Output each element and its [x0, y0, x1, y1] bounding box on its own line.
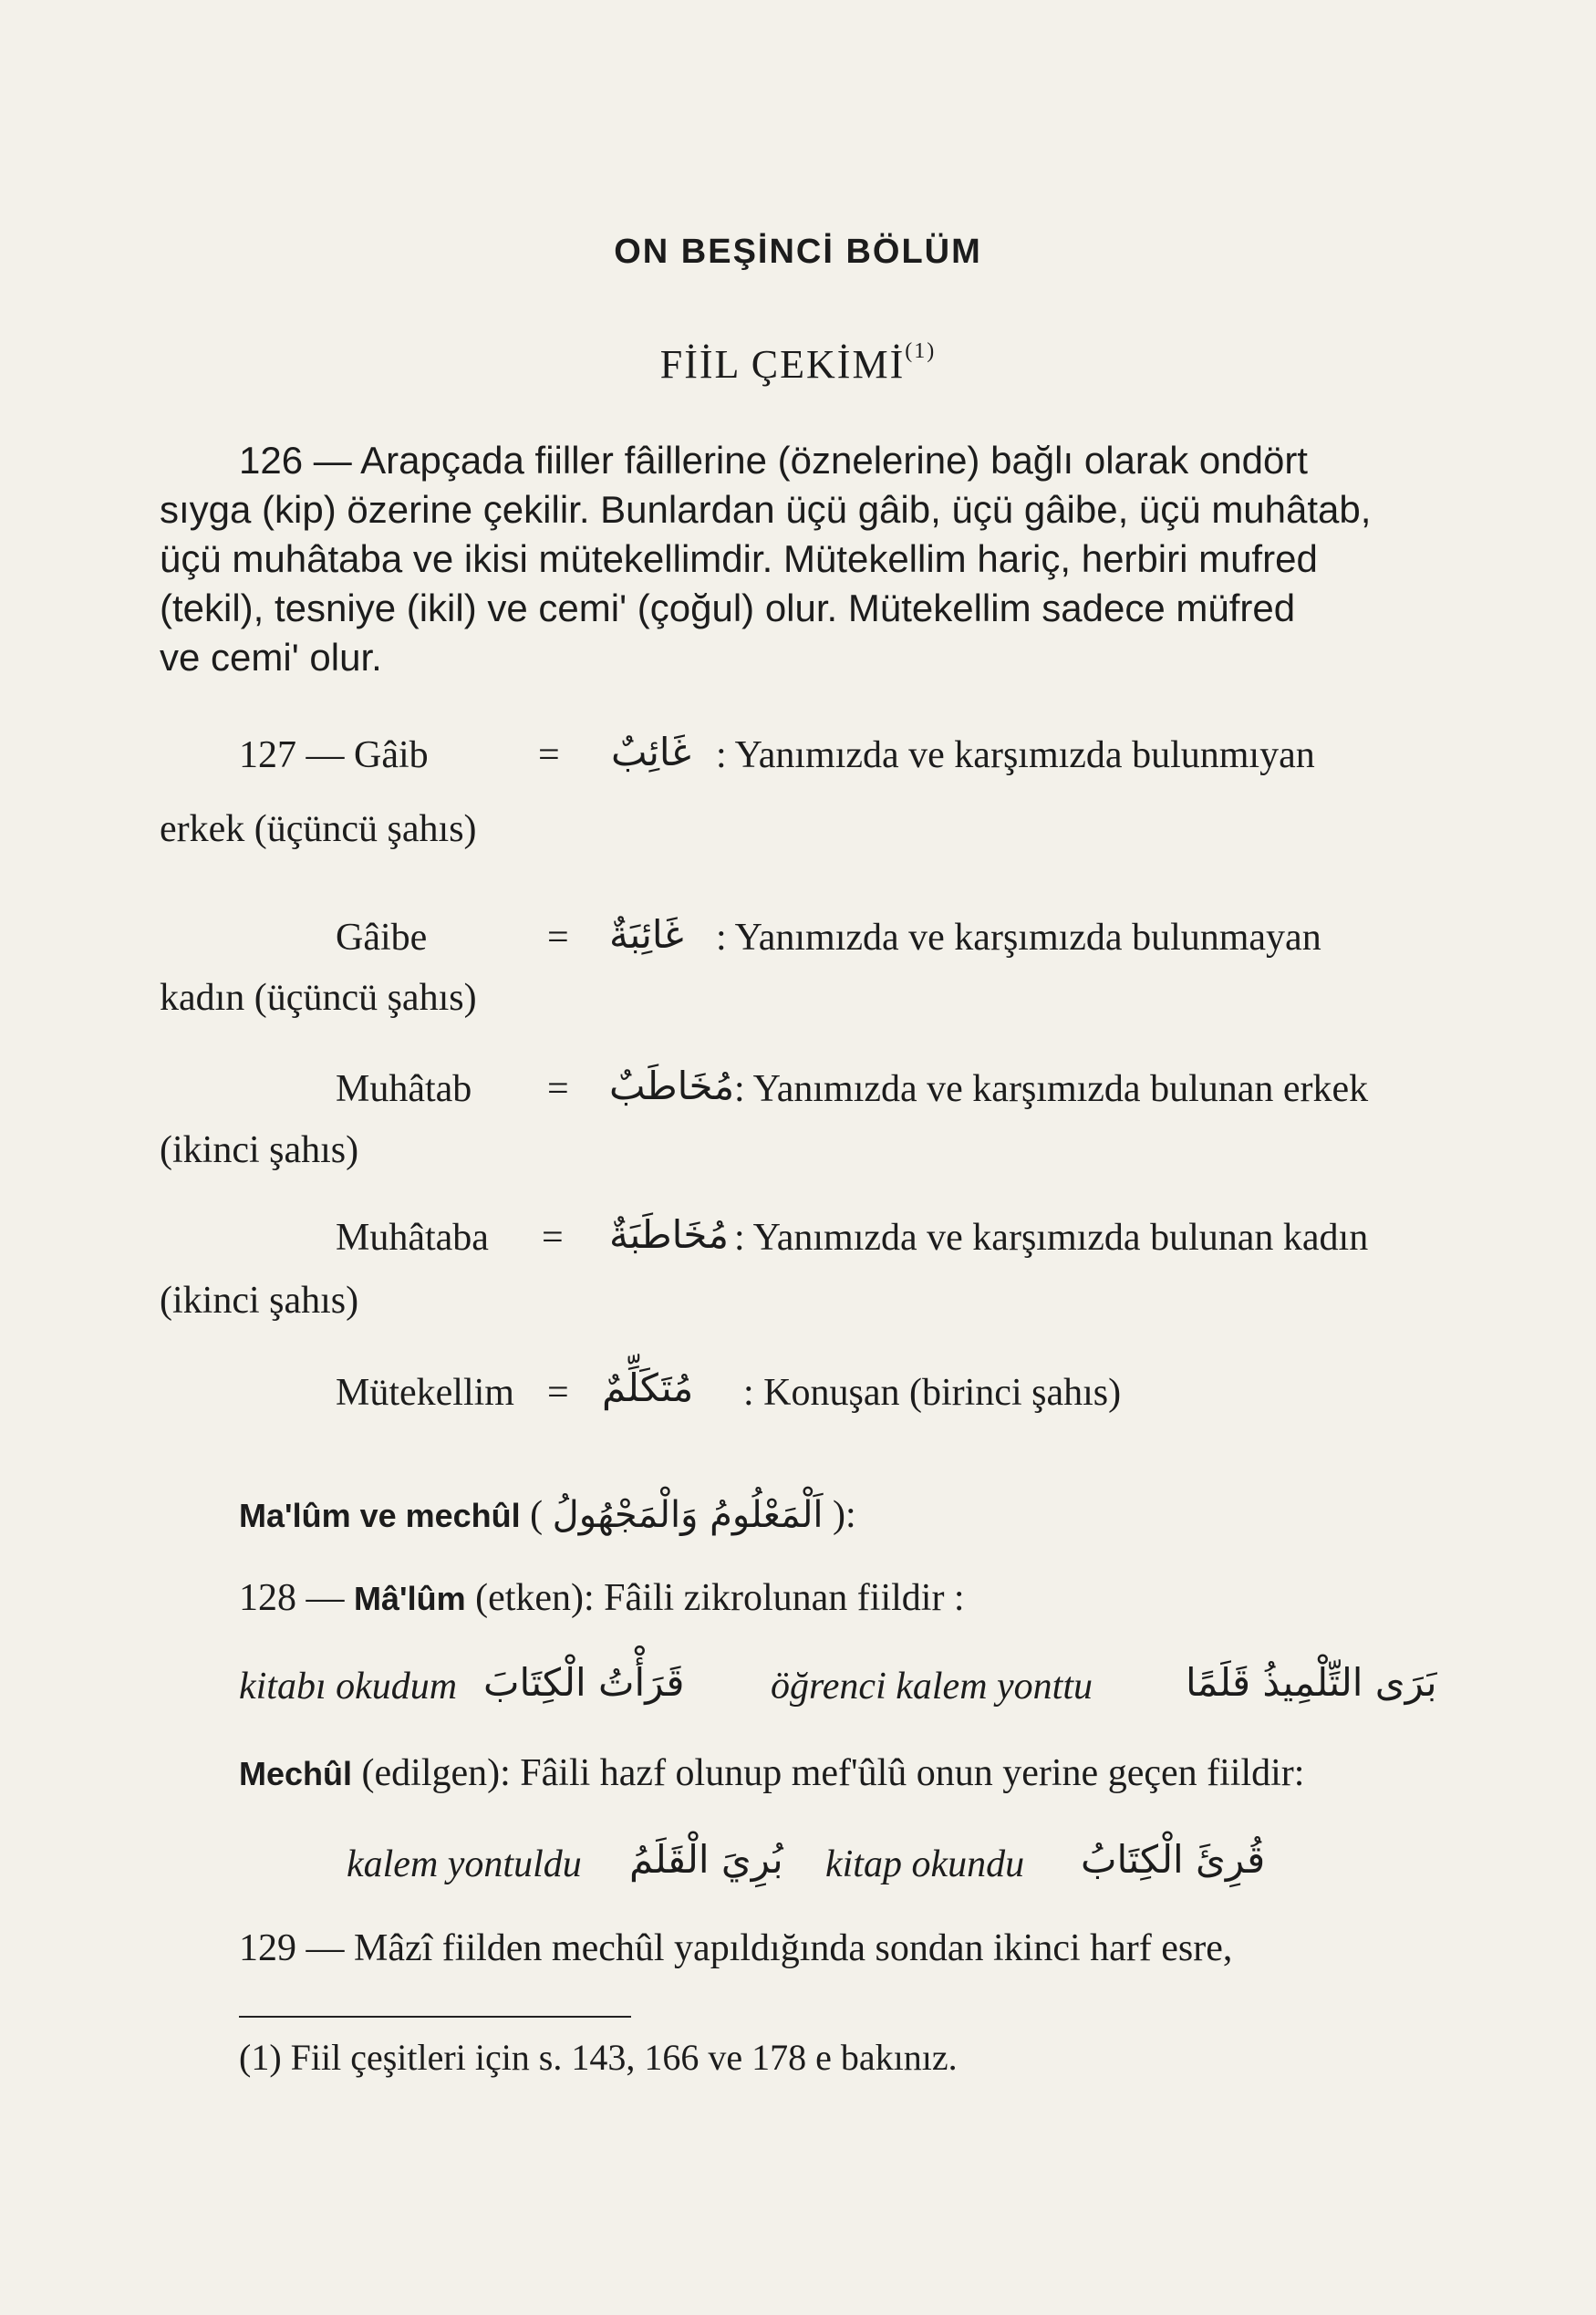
person-gaib — [239, 733, 429, 777]
footnote-marker: (1) — [905, 339, 937, 363]
open-paren: ( — [530, 1494, 544, 1536]
para126-line: (tekil), tesniye (ikil) ve cemi' (çoğul) olur. Mütekellim sadece müfred — [160, 587, 1296, 629]
arabic-word: غَائِبَةٌ — [609, 912, 684, 957]
definition-continued: erkek (üçüncü şahıs) — [160, 808, 477, 850]
para126-line: 126 — Arapçada fiiller fâillerine (öznelerine) bağlı olarak ondört — [239, 439, 1308, 482]
equals-sign: = — [547, 1068, 569, 1110]
arabic-word: غَائِبٌ — [611, 730, 691, 774]
arabic-word: مُخَاطَبٌ — [609, 1064, 735, 1108]
arabic-example: قَرَأْتُ الْكِتَابَ — [483, 1660, 685, 1705]
close-paren: ): — [833, 1494, 856, 1536]
paragraph-128 — [239, 1576, 965, 1620]
example-translation: kalem yontuldu — [347, 1843, 582, 1885]
mechul-definition — [239, 1751, 1304, 1795]
term: Muhâtaba — [336, 1217, 489, 1259]
definition: (edilgen): Fâili hazf olunup mef'ûlû onun yerine geçen fiildir: — [352, 1752, 1305, 1794]
arabic-example: بُرِيَ الْقَلَمُ — [629, 1837, 783, 1882]
definition-continued: kadın (üçüncü şahıs) — [160, 977, 477, 1019]
arabic-heading: اَلْمَعْلُومُ وَالْمَجْهُولُ — [552, 1494, 824, 1536]
malum-mechul-heading — [239, 1493, 856, 1537]
term: Gâibe — [336, 917, 428, 959]
term: Mâ'lûm — [354, 1580, 466, 1617]
para126-line: üçü muhâtaba ve ikisi mütekellimdir. Mütekellim hariç, herbiri mufred — [160, 537, 1318, 580]
section-title-text: FİİL ÇEKİMİ — [659, 342, 906, 387]
definition: : Yanımızda ve karşımızda bulunmayan — [716, 917, 1321, 959]
arabic-word: مُتَكَلِّمٌ — [602, 1365, 694, 1410]
equals-sign: = — [542, 1217, 564, 1259]
arabic-example: بَرَى التِّلْمِيذُ قَلَمًا — [1186, 1660, 1437, 1705]
item-number: 128 — — [239, 1577, 354, 1619]
footnote-divider — [239, 2016, 631, 2018]
equals-sign: = — [538, 734, 560, 776]
example-translation: kitap okundu — [825, 1843, 1025, 1885]
heading-label: Ma'lûm ve mechûl — [239, 1497, 521, 1534]
term: Mechûl — [239, 1755, 353, 1792]
definition-continued: (ikinci şahıs) — [160, 1129, 359, 1171]
term: Muhâtab — [336, 1068, 472, 1110]
footnote: (1) Fiil çeşitleri için s. 143, 166 ve 178 e bakınız. — [239, 2037, 958, 2078]
definition: : Konuşan (birinci şahıs) — [743, 1372, 1122, 1414]
paragraph-129: 129 — Mâzî fiilden mechûl yapıldığında sondan ikinci harf esre, — [239, 1927, 1233, 1969]
para126-line: sıyga (kip) özerine çekilir. Bunlardan üçü gâib, üçü gâibe, üçü muhâtab, — [160, 488, 1372, 531]
para126-line: ve cemi' olur. — [160, 636, 382, 679]
arabic-example: قُرِئَ الْكِتَابُ — [1081, 1837, 1266, 1882]
definition: : Yanımızda ve karşımızda bulunan kadın — [734, 1217, 1369, 1259]
equals-sign: = — [547, 917, 569, 959]
equals-sign: = — [547, 1372, 569, 1414]
term: Mütekellim — [336, 1372, 514, 1414]
definition: : Yanımızda ve karşımızda bulunmıyan — [716, 734, 1315, 776]
paragraph-126 — [160, 436, 1482, 682]
item-number: 127 — — [239, 734, 354, 776]
term: Gâib — [354, 734, 429, 776]
definition: (etken): Fâili zikrolunan fiildir : — [465, 1577, 965, 1619]
arabic-word: مُخَاطَبَةٌ — [609, 1212, 730, 1257]
example-translation: öğrenci kalem yonttu — [771, 1666, 1093, 1708]
definition: : Yanımızda ve karşımızda bulunan erkek — [734, 1068, 1369, 1110]
definition-continued: (ikinci şahıs) — [160, 1280, 359, 1322]
section-title — [0, 339, 1596, 388]
example-translation: kitabı okudum — [239, 1666, 458, 1708]
chapter-heading: ON BEŞİNCİ BÖLÜM — [614, 233, 982, 271]
